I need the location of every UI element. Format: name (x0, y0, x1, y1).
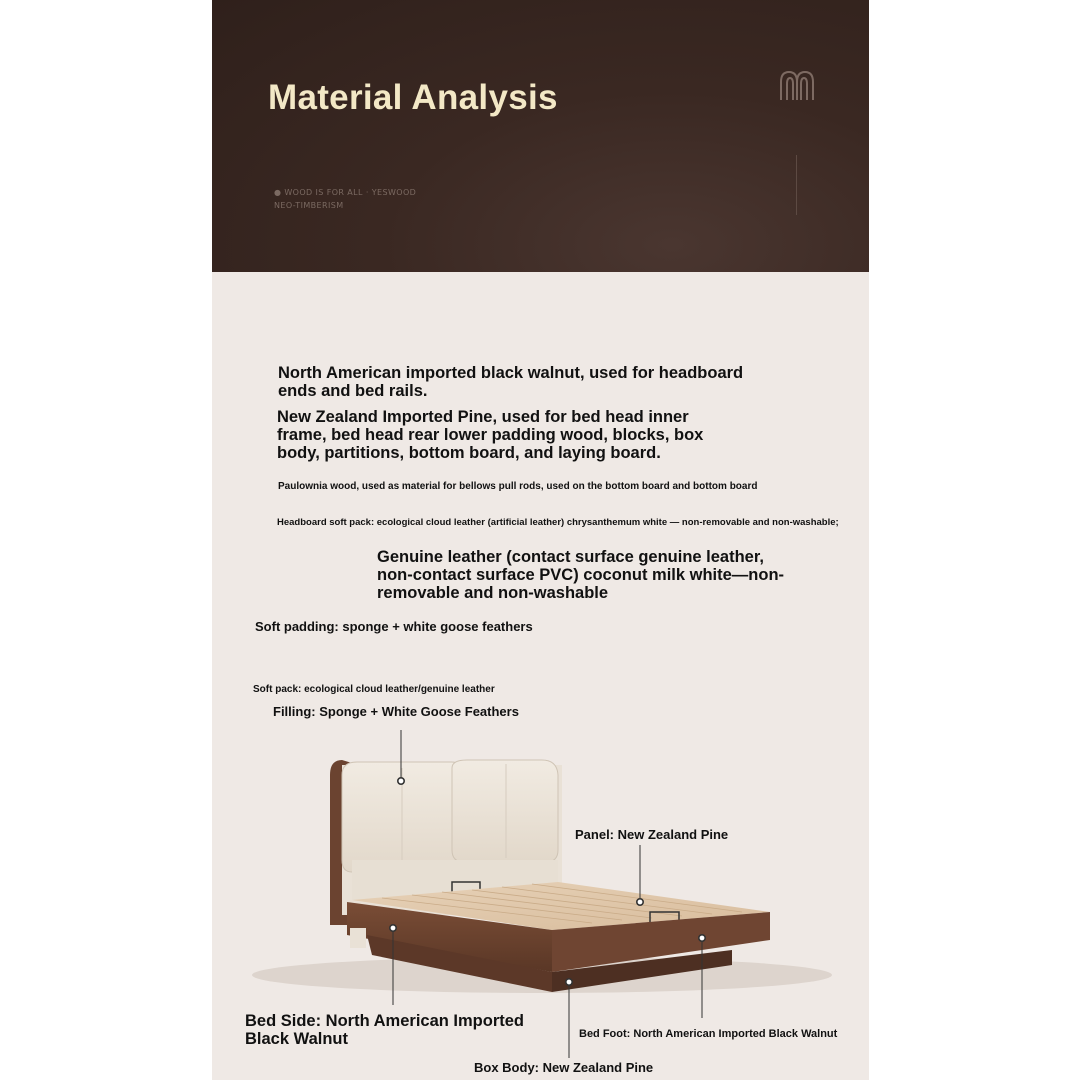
brand-subtagline: NEO-TIMBERISM (274, 201, 344, 210)
box-body-dot (566, 979, 572, 985)
filling-label: Filling: Sponge + White Goose Feathers (273, 704, 519, 719)
page-title: Material Analysis (268, 78, 558, 117)
panel-dot (637, 899, 643, 905)
brand-tagline: ● WOOD IS FOR ALL · YESWOOD (274, 188, 417, 197)
bed-foot-dot (699, 935, 705, 941)
bed-side-label: Bed Side: North American Imported Black Walnut (245, 1012, 525, 1048)
bed-side-dot (390, 925, 396, 931)
walnut-description: North American imported black walnut, used for headboard ends and bed rails. (278, 364, 744, 400)
panel-label: Panel: New Zealand Pine (575, 827, 729, 842)
filling-dot (398, 778, 404, 784)
right-cushion (452, 760, 558, 862)
soft-pack-label: Soft pack: ecological cloud leather/genuine leather (253, 684, 495, 695)
genuine-leather-description: Genuine leather (contact surface genuine leather, non-contact surface PVC) coconut milk white—non-removable and non-washable (377, 548, 785, 602)
pine-description: New Zealand Imported Pine, used for bed head inner frame, bed head rear lower padding wood, blocks, box body, partitions, bottom board, and laying board. (277, 408, 704, 462)
box-body-label: Box Body: New Zealand Pine (474, 1060, 654, 1075)
bed-illustration (212, 0, 869, 1080)
headboard-soft-pack-description: Headboard soft pack: ecological cloud leather (artificial leather) chrysanthemum white — non-removable and non-washable; (277, 517, 839, 528)
bed-foot-label: Bed Foot: North American Imported Black Walnut (579, 1028, 838, 1040)
soft-padding-description: Soft padding: sponge + white goose feathers (255, 619, 533, 634)
product-page (212, 0, 869, 1080)
paulownia-description: Paulownia wood, used as material for bellows pull rods, used on the bottom board and bottom board (278, 481, 758, 492)
